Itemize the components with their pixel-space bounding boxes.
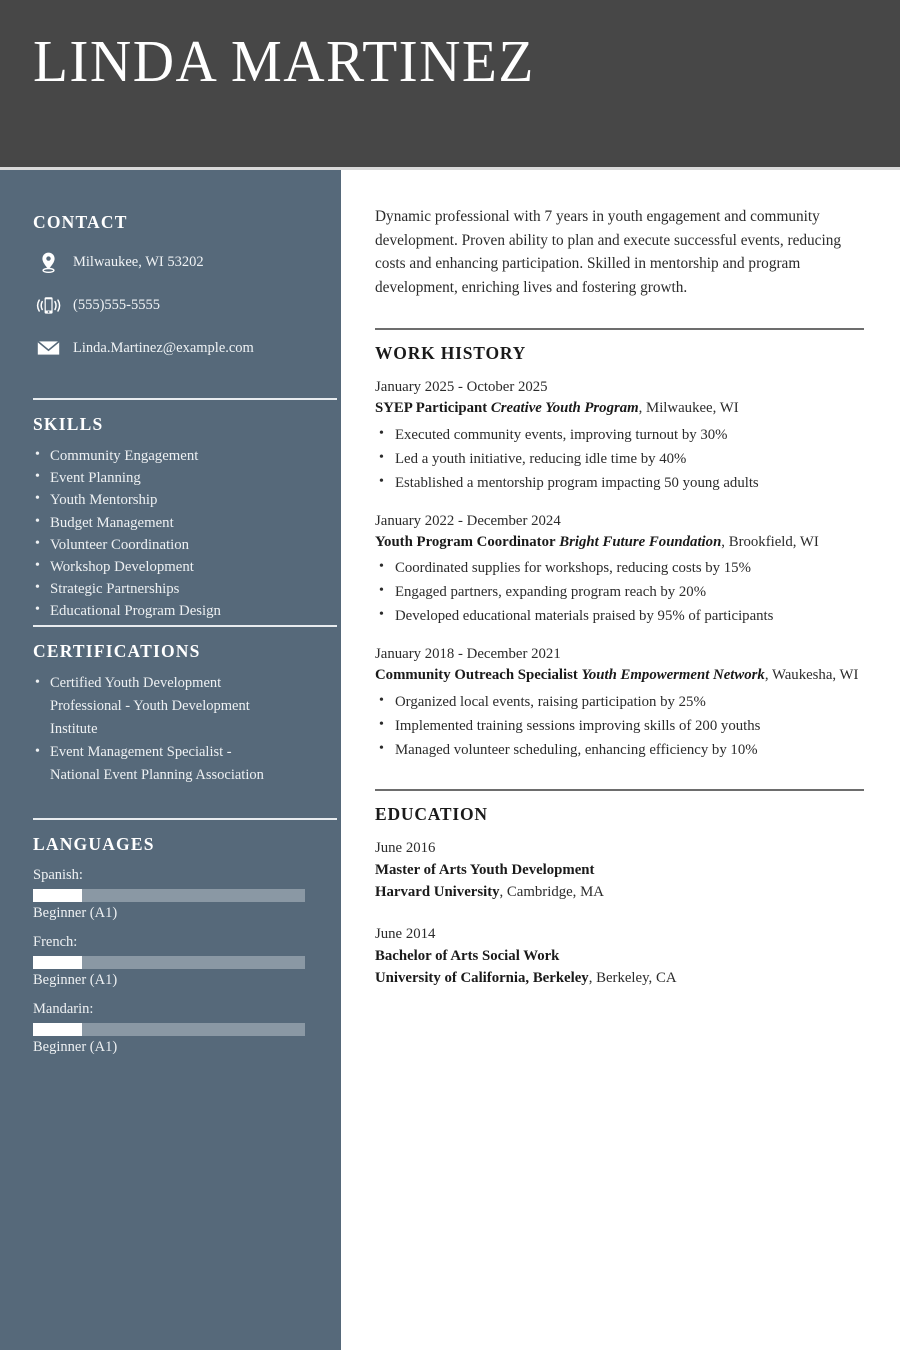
- job-title: Community Outreach Specialist: [375, 667, 578, 684]
- language-item-french: [33, 934, 341, 989]
- language-level: Beginner (A1): [33, 905, 118, 921]
- list-item: • Event Management Specialist - National Event Planning Association: [33, 741, 283, 787]
- job-dates: January 2022 - December 2024: [375, 512, 561, 529]
- list-item: • Youth Mentorship: [33, 489, 341, 511]
- education-degree: Master of Arts Youth Development: [375, 861, 595, 878]
- job-location: , Waukesha, WI: [764, 667, 859, 684]
- work-history-entry: [375, 511, 864, 629]
- list-item: • Managed volunteer scheduling, enhancing efficiency by 10%: [375, 738, 864, 762]
- language-level: Beginner (A1): [33, 1039, 118, 1055]
- contact-item-email: [33, 337, 254, 359]
- work-history-divider: [375, 328, 864, 330]
- education-entry: [375, 923, 864, 989]
- education-date: June 2016: [375, 839, 436, 856]
- certifications-divider: [33, 625, 337, 627]
- work-history-entry: [375, 644, 864, 762]
- contact-section: [33, 212, 254, 380]
- job-dates: January 2025 - October 2025: [375, 379, 548, 396]
- education-location: , Berkeley, CA: [588, 969, 677, 986]
- education-school: University of California, Berkeley: [375, 969, 589, 986]
- job-location: , Milwaukee, WI: [638, 400, 739, 417]
- list-item: • Established a mentorship program impacting 50 young adults: [375, 471, 864, 495]
- language-name: Mandarin:: [33, 1001, 94, 1017]
- job-title: Youth Program Coordinator: [375, 533, 556, 550]
- skills-heading: SKILLS: [33, 414, 104, 434]
- list-item: • Engaged partners, expanding program reach by 20%: [375, 580, 864, 604]
- contact-list: [33, 251, 254, 359]
- job-company: Youth Empowerment Network: [581, 667, 765, 684]
- languages-divider: [33, 818, 337, 820]
- job-company: Bright Future Foundation: [559, 533, 722, 550]
- work-history-heading: WORK HISTORY: [375, 343, 527, 364]
- language-proficiency-fill: [33, 1023, 82, 1036]
- skills-divider: [33, 398, 337, 400]
- language-item-mandarin: [33, 1001, 341, 1056]
- certifications-section: [0, 625, 341, 787]
- certifications-heading: CERTIFICATIONS: [33, 641, 201, 661]
- main-content: [375, 205, 864, 989]
- language-level: Beginner (A1): [33, 972, 118, 988]
- education-date: June 2014: [375, 925, 436, 942]
- job-bullets: [375, 423, 864, 495]
- list-item: • Led a youth initiative, reducing idle time by 40%: [375, 447, 864, 471]
- contact-phone-text: (555)555-5555: [73, 296, 160, 313]
- location-pin-icon: [33, 252, 63, 273]
- list-item: • Community Engagement: [33, 445, 341, 467]
- education-divider: [375, 789, 864, 791]
- professional-summary: Dynamic professional with 7 years in youth engagement and community development. Proven ability to plan and execute successful events, reducing costs and enhancing participation. Skilled in mentorship and program development, enriching lives and fostering growth.: [375, 208, 841, 296]
- education-degree: Bachelor of Arts Social Work: [375, 947, 560, 964]
- language-proficiency-fill: [33, 889, 82, 902]
- list-item: • Organized local events, raising participation by 25%: [375, 690, 864, 714]
- languages-section: [0, 818, 341, 1056]
- list-item: • Implemented training sessions improving skills of 200 youths: [375, 714, 864, 738]
- list-item: • Event Planning: [33, 467, 341, 489]
- resume-header: [0, 0, 900, 167]
- list-item: • Budget Management: [33, 512, 341, 534]
- language-name: French:: [33, 934, 78, 950]
- language-name: Spanish:: [33, 867, 83, 883]
- job-title-line: [375, 398, 864, 420]
- contact-location-text: Milwaukee, WI 53202: [73, 253, 204, 270]
- language-proficiency-fill: [33, 956, 82, 969]
- education-location: , Cambridge, MA: [499, 883, 604, 900]
- list-item: • Volunteer Coordination: [33, 534, 341, 556]
- list-item: • Workshop Development: [33, 556, 341, 578]
- education-school-line: [375, 881, 864, 903]
- page-title: LINDA MARTINEZ: [33, 28, 535, 94]
- skills-section: [0, 398, 341, 623]
- list-item: • Educational Program Design: [33, 600, 341, 622]
- sidebar: [0, 170, 341, 1350]
- language-proficiency-bar: [33, 1023, 305, 1036]
- language-proficiency-bar: [33, 956, 305, 969]
- education-school: Harvard University: [375, 883, 500, 900]
- job-dates: January 2018 - December 2021: [375, 646, 561, 663]
- language-item-spanish: [33, 867, 341, 922]
- work-history-entry: [375, 377, 864, 495]
- job-title: SYEP Participant: [375, 400, 488, 417]
- list-item: • Strategic Partnerships: [33, 578, 341, 600]
- job-bullets: [375, 556, 864, 628]
- job-title-line: [375, 665, 864, 687]
- job-bullets: [375, 690, 864, 762]
- contact-email-text: Linda.Martinez@example.com: [73, 339, 254, 356]
- education-entry: [375, 837, 864, 903]
- job-title-line: [375, 532, 864, 554]
- language-proficiency-bar: [33, 889, 305, 902]
- education-heading: EDUCATION: [375, 803, 488, 824]
- languages-heading: LANGUAGES: [33, 834, 155, 854]
- list-item: • Executed community events, improving turnout by 30%: [375, 423, 864, 447]
- list-item: • Coordinated supplies for workshops, reducing costs by 15%: [375, 556, 864, 580]
- envelope-icon: [33, 340, 63, 356]
- contact-item-phone: [33, 294, 254, 316]
- mobile-phone-icon: [33, 295, 63, 316]
- list-item: • Developed educational materials praised by 95% of participants: [375, 604, 864, 628]
- job-location: , Brookfield, WI: [721, 533, 819, 550]
- contact-item-location: [33, 251, 254, 273]
- skills-list: [33, 445, 341, 623]
- contact-heading: CONTACT: [33, 212, 128, 232]
- certifications-list: [33, 672, 341, 787]
- job-company: Creative Youth Program: [490, 400, 639, 417]
- education-school-line: [375, 967, 864, 989]
- list-item: • Certified Youth Development Professional - Youth Development Institute: [33, 672, 283, 741]
